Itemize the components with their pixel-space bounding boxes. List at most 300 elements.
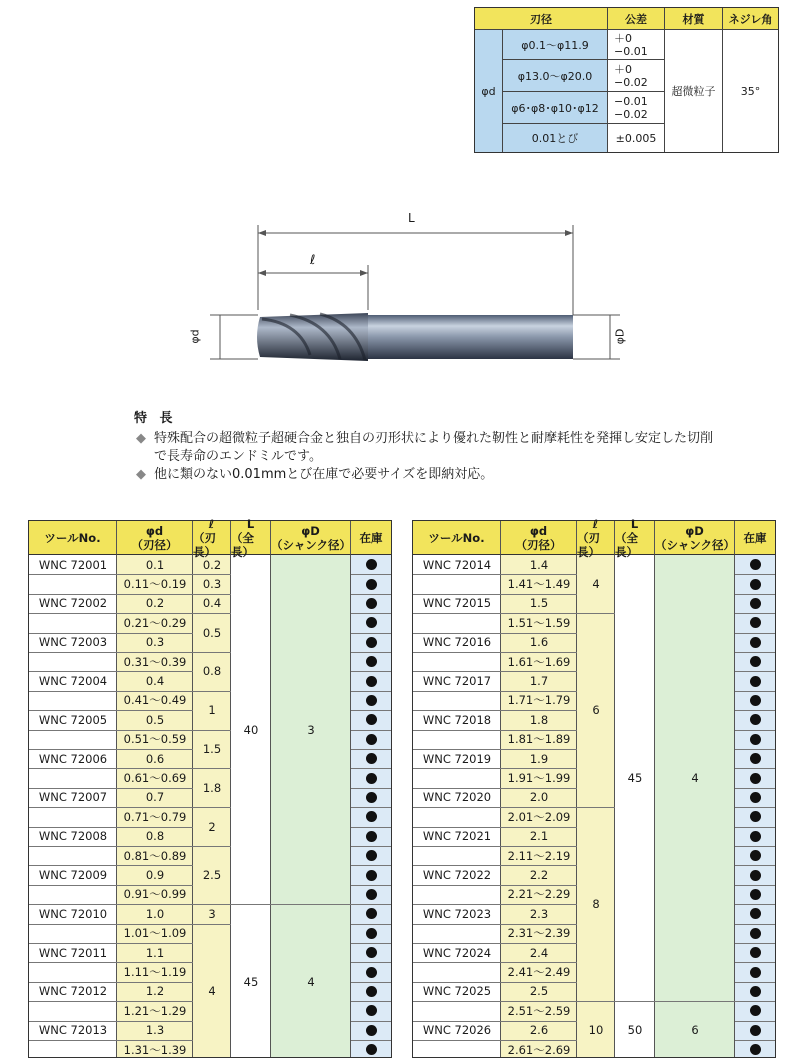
stock-dot-icon <box>750 792 761 803</box>
diameter-value: 0.8 <box>145 829 165 844</box>
stock-dot-icon <box>366 986 377 997</box>
stock-dot-icon <box>750 676 761 687</box>
stock-dot-icon <box>750 734 761 745</box>
row-divider <box>735 943 775 944</box>
row-divider <box>735 827 775 828</box>
end-mill-drawing <box>190 205 630 375</box>
diameter-value: 2.31〜2.39 <box>507 926 571 941</box>
spec-range: φ6･φ8･φ10･φ12 <box>503 92 608 124</box>
stock-dot-icon <box>750 967 761 978</box>
tool-number: WNC 72020 <box>422 790 492 805</box>
header-flute-length-text: （刃長） <box>577 530 600 559</box>
stock-dot-icon <box>750 1044 761 1055</box>
tool-number <box>29 1040 117 1059</box>
header-overall-length-text: L <box>630 516 639 531</box>
diamond-bullet-icon: ◆ <box>136 431 146 446</box>
header-diameter-text: φd <box>145 523 164 538</box>
spec-tolerance-upper: −0.01 <box>614 94 648 108</box>
row-divider <box>351 846 391 847</box>
tool-number: WNC 72006 <box>38 751 108 766</box>
diameter-value: 2.61〜2.69 <box>507 1042 571 1057</box>
tool-number <box>413 924 501 943</box>
header-stock-text: 在庫 <box>359 530 383 545</box>
flute-length-value: 0.3 <box>202 577 222 592</box>
diameter-value: 2.6 <box>529 1023 549 1038</box>
header-stock-text: 在庫 <box>743 530 767 545</box>
dim-label-L: L <box>408 211 415 225</box>
diameter-value: 0.81〜0.89 <box>123 848 187 863</box>
header-overall-length <box>231 516 271 559</box>
header-flute-length-text: ℓ <box>592 516 599 531</box>
tool-number: WNC 72001 <box>38 557 108 572</box>
spec-helix-angle: 35° <box>723 30 778 152</box>
spec-header-tolerance: 公差 <box>608 8 665 30</box>
row-divider <box>735 710 775 711</box>
tool-number: WNC 72015 <box>422 596 492 611</box>
stock-dot-icon <box>750 850 761 861</box>
stock-dot-icon <box>750 695 761 706</box>
overall-length-value: 45 <box>243 974 259 989</box>
row-divider <box>351 982 391 983</box>
tool-number <box>413 613 501 632</box>
stock-dot-icon <box>750 947 761 958</box>
header-flute-length-text: （刃長） <box>193 530 216 559</box>
spec-tolerance-upper: ＋0 <box>614 62 632 76</box>
row-divider <box>735 594 775 595</box>
diameter-value: 0.1 <box>145 557 165 572</box>
diameter-value: 2.11〜2.19 <box>507 848 571 863</box>
tool-number: WNC 72016 <box>422 635 492 650</box>
stock-dot-icon <box>366 753 377 764</box>
row-divider <box>735 788 775 789</box>
stock-dot-icon <box>366 598 377 609</box>
stock-dot-icon <box>366 676 377 687</box>
spec-tolerance <box>608 30 665 60</box>
feature-text: 他に類のない0.01mmとび在庫で必要サイズを即納対応。 <box>154 467 494 482</box>
row-divider <box>735 768 775 769</box>
row-divider <box>735 652 775 653</box>
diameter-value: 2.51〜2.59 <box>507 1003 571 1018</box>
flute-length-value: 2 <box>208 819 216 834</box>
header-shank-diameter-text: φD <box>685 523 704 538</box>
diameter-value: 1.31〜1.39 <box>123 1042 187 1057</box>
stock-dot-icon <box>366 928 377 939</box>
diameter-value: 0.2 <box>145 596 165 611</box>
header-shank-diameter-text: （シャンク径） <box>271 537 352 552</box>
header-shank-diameter-text: φD <box>301 523 320 538</box>
diameter-value: 2.41〜2.49 <box>507 965 571 980</box>
tool-number <box>29 924 117 943</box>
diameter-value: 0.21〜0.29 <box>123 615 187 630</box>
tool-number: WNC 72024 <box>422 945 492 960</box>
tool-number: WNC 72012 <box>38 984 108 999</box>
diameter-value: 0.41〜0.49 <box>123 693 187 708</box>
diameter-value: 0.7 <box>145 790 165 805</box>
diameter-value: 1.6 <box>529 635 549 650</box>
stock-dot-icon <box>750 637 761 648</box>
stock-dot-icon <box>366 559 377 570</box>
tool-number: WNC 72013 <box>38 1023 108 1038</box>
tool-number <box>413 730 501 749</box>
spec-header-material: 材質 <box>665 8 723 30</box>
shank-diameter-value: 3 <box>307 722 315 737</box>
diameter-value: 0.91〜0.99 <box>123 887 187 902</box>
diameter-value: 0.11〜0.19 <box>123 577 187 592</box>
header-stock <box>735 521 775 555</box>
diameter-value: 2.0 <box>529 790 549 805</box>
tool-number <box>413 846 501 865</box>
spec-tolerance-lower: −0.01 <box>614 44 648 58</box>
tool-number: WNC 72010 <box>38 906 108 921</box>
header-diameter-text: （刃径） <box>515 537 562 552</box>
stock-dot-icon <box>366 1005 377 1016</box>
row-divider <box>735 982 775 983</box>
tool-number <box>413 652 501 671</box>
header-shank-diameter <box>271 521 351 555</box>
tool-number: WNC 72018 <box>422 712 492 727</box>
tool-number: WNC 72011 <box>38 945 108 960</box>
spec-range: φ13.0〜φ20.0 <box>503 60 608 92</box>
flute-length-value: 8 <box>592 897 600 912</box>
header-tool-no <box>29 521 117 555</box>
header-diameter-text: φd <box>529 523 548 538</box>
spec-tolerance-lower: −0.02 <box>614 107 648 121</box>
tool-number <box>413 574 501 593</box>
tool-number <box>29 613 117 632</box>
row-divider <box>351 633 391 634</box>
header-flute-length-text: ℓ <box>208 516 215 531</box>
stock-dot-icon <box>750 656 761 667</box>
diameter-value: 1.2 <box>145 984 165 999</box>
dim-label-l: ℓ <box>310 253 316 268</box>
tool-number <box>29 691 117 710</box>
row-divider <box>735 904 775 905</box>
row-divider <box>351 594 391 595</box>
stock-dot-icon <box>750 714 761 725</box>
row-divider <box>351 749 391 750</box>
diameter-value: 0.71〜0.79 <box>123 809 187 824</box>
row-divider <box>351 730 391 731</box>
tool-number <box>29 885 117 904</box>
features-heading: 特 長 <box>134 411 177 426</box>
diameter-value: 1.3 <box>145 1023 165 1038</box>
header-tool-no-text: ツールNo. <box>44 530 101 545</box>
row-divider <box>351 671 391 672</box>
flute-length-value: 4 <box>592 577 600 592</box>
row-divider <box>351 885 391 886</box>
tool-number: WNC 72007 <box>38 790 108 805</box>
diameter-value: 2.5 <box>529 984 549 999</box>
header-flute-length <box>577 516 615 559</box>
header-shank-diameter-text: （シャンク径） <box>655 537 736 552</box>
tool-number: WNC 72017 <box>422 674 492 689</box>
stock-dot-icon <box>750 1005 761 1016</box>
feature-item <box>134 466 734 484</box>
spec-tolerance-lower: −0.02 <box>614 75 648 89</box>
stock-dot-icon <box>750 928 761 939</box>
spec-material: 超微粒子 <box>665 30 723 152</box>
tool-number: WNC 72026 <box>422 1023 492 1038</box>
stock-dot-icon <box>366 947 377 958</box>
row-divider <box>735 671 775 672</box>
diameter-value: 2.3 <box>529 906 549 921</box>
stock-dot-icon <box>366 695 377 706</box>
flute-length-value: 1.8 <box>202 780 222 795</box>
diameter-value: 1.81〜1.89 <box>507 732 571 747</box>
row-divider <box>351 613 391 614</box>
tool-number: WNC 72002 <box>38 596 108 611</box>
flute-length-value: 10 <box>588 1023 604 1038</box>
diamond-bullet-icon: ◆ <box>136 467 146 482</box>
product-table-left <box>28 516 392 1058</box>
row-divider <box>351 827 391 828</box>
row-divider <box>351 904 391 905</box>
row-divider <box>351 652 391 653</box>
tool-number <box>413 1040 501 1059</box>
diameter-value: 0.61〜0.69 <box>123 771 187 786</box>
stock-dot-icon <box>366 773 377 784</box>
stock-dot-icon <box>366 1044 377 1055</box>
overall-length-value: 50 <box>627 1023 643 1038</box>
dim-label-d: φd <box>188 329 202 344</box>
tool-number: WNC 72022 <box>422 868 492 883</box>
diameter-value: 1.21〜1.29 <box>123 1003 187 1018</box>
row-divider <box>351 1021 391 1022</box>
row-divider <box>735 962 775 963</box>
row-divider <box>351 865 391 866</box>
stock-dot-icon <box>750 1025 761 1036</box>
tool-number <box>29 652 117 671</box>
overall-length-value: 40 <box>243 722 259 737</box>
features-section <box>134 410 734 484</box>
shank-diameter-value: 6 <box>691 1023 699 1038</box>
flute-length-value: 2.5 <box>202 868 222 883</box>
row-divider <box>351 943 391 944</box>
shank-diameter-value: 4 <box>691 771 699 786</box>
flute-length-value: 1.5 <box>202 741 222 756</box>
header-overall-length-text: L <box>246 516 255 531</box>
flute-length-value: 6 <box>592 703 600 718</box>
stock-dot-icon <box>366 1025 377 1036</box>
diameter-value: 0.3 <box>145 635 165 650</box>
diameter-value: 1.11〜1.19 <box>123 965 187 980</box>
tool-number <box>413 768 501 787</box>
diameter-value: 1.91〜1.99 <box>507 771 571 786</box>
spec-range: 0.01とび <box>503 124 608 152</box>
stock-dot-icon <box>366 617 377 628</box>
tool-number: WNC 72023 <box>422 906 492 921</box>
header-overall-length-text: （全長） <box>231 530 254 559</box>
tool-number: WNC 72025 <box>422 984 492 999</box>
diameter-value: 1.71〜1.79 <box>507 693 571 708</box>
row-divider <box>735 633 775 634</box>
diameter-value: 1.7 <box>529 674 549 689</box>
tool-number <box>413 885 501 904</box>
header-diameter <box>117 521 193 555</box>
stock-dot-icon <box>750 986 761 997</box>
tool-number <box>29 768 117 787</box>
stock-dot-icon <box>750 870 761 881</box>
flute-length-value: 0.4 <box>202 596 222 611</box>
product-table-right <box>412 516 776 1058</box>
tool-number: WNC 72004 <box>38 674 108 689</box>
spec-tolerance: ±0.005 <box>608 124 665 152</box>
spec-range: φ0.1〜φ11.9 <box>503 30 608 60</box>
diameter-value: 2.21〜2.29 <box>507 887 571 902</box>
row-divider <box>735 1021 775 1022</box>
row-divider <box>351 1040 391 1041</box>
tool-number: WNC 72014 <box>422 557 492 572</box>
diameter-value: 1.1 <box>145 945 165 960</box>
diameter-value: 2.4 <box>529 945 549 960</box>
header-diameter <box>501 521 577 555</box>
stock-dot-icon <box>366 656 377 667</box>
row-divider <box>735 574 775 575</box>
flute-length-value: 0.5 <box>202 625 222 640</box>
flute-length-value: 0.2 <box>202 557 222 572</box>
stock-dot-icon <box>750 617 761 628</box>
header-tool-no <box>413 521 501 555</box>
diameter-value: 1.61〜1.69 <box>507 654 571 669</box>
stock-dot-icon <box>366 831 377 842</box>
spec-tolerance-upper: ＋0 <box>614 31 632 45</box>
tool-number: WNC 72021 <box>422 829 492 844</box>
tool-number <box>29 807 117 826</box>
tool-number: WNC 72003 <box>38 635 108 650</box>
diameter-value: 0.5 <box>145 712 165 727</box>
row-divider <box>351 924 391 925</box>
spec-tolerance <box>608 92 665 124</box>
header-tool-no-text: ツールNo. <box>428 530 485 545</box>
diameter-value: 0.6 <box>145 751 165 766</box>
row-divider <box>735 691 775 692</box>
stock-dot-icon <box>366 889 377 900</box>
shank-diameter-value: 4 <box>307 974 315 989</box>
row-divider <box>351 962 391 963</box>
header-stock <box>351 521 391 555</box>
diameter-value: 1.9 <box>529 751 549 766</box>
row-divider <box>735 749 775 750</box>
feature-text: 特殊配合の超微粒子超硬合金と独自の刃形状により優れた靭性と耐摩耗性を発揮し安定した切削で長寿命のエンドミルです。 <box>154 431 714 464</box>
row-divider <box>351 1001 391 1002</box>
stock-dot-icon <box>366 850 377 861</box>
diameter-value: 1.0 <box>145 906 165 921</box>
row-divider <box>735 846 775 847</box>
flute-length-value: 0.8 <box>202 664 222 679</box>
diameter-value: 0.4 <box>145 674 165 689</box>
header-diameter-text: （刃径） <box>131 537 178 552</box>
stock-dot-icon <box>750 908 761 919</box>
row-divider <box>351 807 391 808</box>
tool-number <box>413 691 501 710</box>
header-shank-diameter <box>655 521 735 555</box>
header-overall-length-text: （全長） <box>615 530 638 559</box>
stock-dot-icon <box>366 579 377 590</box>
diameter-value: 1.41〜1.49 <box>507 577 571 592</box>
stock-dot-icon <box>750 753 761 764</box>
stock-dot-icon <box>366 637 377 648</box>
row-divider <box>735 1001 775 1002</box>
tool-number <box>29 574 117 593</box>
header-overall-length <box>615 516 655 559</box>
stock-dot-icon <box>750 811 761 822</box>
stock-dot-icon <box>366 714 377 725</box>
stock-dot-icon <box>366 792 377 803</box>
diameter-value: 2.2 <box>529 868 549 883</box>
spec-table <box>474 7 779 153</box>
diameter-value: 1.8 <box>529 712 549 727</box>
end-mill-illustration <box>190 205 630 375</box>
spec-tolerance <box>608 60 665 92</box>
dim-label-D: φD <box>613 328 627 345</box>
spec-header-diameter: 刃径 <box>475 8 608 30</box>
stock-dot-icon <box>750 773 761 784</box>
stock-dot-icon <box>750 559 761 570</box>
tool-number: WNC 72005 <box>38 712 108 727</box>
tool-number <box>413 807 501 826</box>
stock-dot-icon <box>750 598 761 609</box>
diameter-value: 0.9 <box>145 868 165 883</box>
row-divider <box>735 885 775 886</box>
diameter-value: 1.51〜1.59 <box>507 615 571 630</box>
row-divider <box>735 807 775 808</box>
tool-number <box>413 962 501 981</box>
diameter-value: 1.01〜1.09 <box>123 926 187 941</box>
stock-dot-icon <box>750 579 761 590</box>
tool-number: WNC 72019 <box>422 751 492 766</box>
diameter-value: 1.5 <box>529 596 549 611</box>
tool-number <box>413 1001 501 1020</box>
stock-dot-icon <box>366 734 377 745</box>
row-divider <box>351 574 391 575</box>
stock-dot-icon <box>750 889 761 900</box>
row-divider <box>351 768 391 769</box>
row-divider <box>351 788 391 789</box>
overall-length-value: 45 <box>627 771 643 786</box>
stock-dot-icon <box>366 967 377 978</box>
tool-number <box>29 962 117 981</box>
flute-length-value: 4 <box>208 984 216 999</box>
row-divider <box>735 924 775 925</box>
stock-dot-icon <box>366 908 377 919</box>
row-divider <box>735 730 775 731</box>
diameter-value: 0.31〜0.39 <box>123 654 187 669</box>
row-divider <box>351 691 391 692</box>
stock-dot-icon <box>366 811 377 822</box>
tool-number <box>29 846 117 865</box>
row-divider <box>735 1040 775 1041</box>
stock-dot-icon <box>366 870 377 881</box>
tool-number: WNC 72008 <box>38 829 108 844</box>
header-flute-length <box>193 516 231 559</box>
flute-length-value: 1 <box>208 703 216 718</box>
diameter-value: 0.51〜0.59 <box>123 732 187 747</box>
tool-number <box>29 1001 117 1020</box>
feature-item <box>134 430 724 466</box>
spec-group-label: φd <box>475 30 503 152</box>
stock-dot-icon <box>750 831 761 842</box>
diameter-value: 2.1 <box>529 829 549 844</box>
row-divider <box>735 613 775 614</box>
tool-number <box>29 730 117 749</box>
diameter-value: 2.01〜2.09 <box>507 809 571 824</box>
spec-header-helix: ネジレ角 <box>723 8 778 30</box>
row-divider <box>351 710 391 711</box>
diameter-value: 1.4 <box>529 557 549 572</box>
tool-number: WNC 72009 <box>38 868 108 883</box>
flute-length-value: 3 <box>208 906 216 921</box>
row-divider <box>735 865 775 866</box>
